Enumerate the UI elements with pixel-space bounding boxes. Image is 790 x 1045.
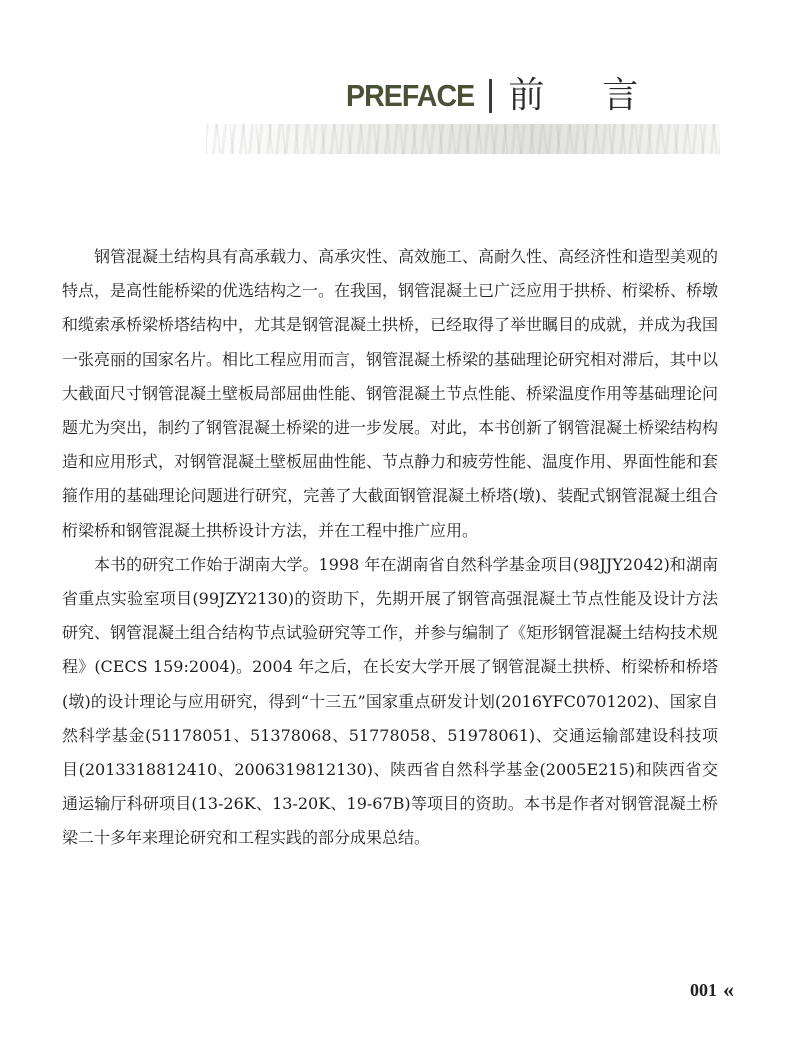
page-footer bbox=[690, 977, 734, 1003]
page-number: 001 bbox=[690, 979, 717, 1000]
paragraph-1: 钢管混凝土结构具有高承载力、高承灾性、高效施工、高耐久性、高经济性和造型美观的特点，是高性能桥梁的优选结构之一。在我国，钢管混凝土已广泛应用于拱桥、桁梁桥、桥墩和缆索承桥梁桥塔结构中，尤其是钢管混凝土拱桥，已经取得了举世瞩目的成就，并成为我国一张亮丽的国家名片。相比工程应用而言，钢管混凝土桥梁的基础理论研究相对滞后，其中以大截面尺寸钢管混凝土壁板局部屈曲性能、钢管混凝土节点性能、桥梁温度作用等基础理论问题尤为突出，制约了钢管混凝土桥梁的进一步发展。对此，本书创新了钢管混凝土桥梁结构构造和应用形式，对钢管混凝土壁板屈曲性能、节点静力和疲劳性能、温度作用、界面性能和套箍作用的基础理论问题进行研究，完善了大截面钢管混凝土桥塔(墩)、装配式钢管混凝土组合桁梁桥和钢管混凝土拱桥设计方法，并在工程中推广应用。 bbox=[62, 247, 719, 540]
header-divider bbox=[489, 79, 492, 113]
header-title-en: PREFACE bbox=[346, 78, 475, 113]
header-title-zh: 前言 bbox=[508, 75, 697, 116]
page-mark-icon: « bbox=[723, 977, 734, 1002]
paragraph-2: 本书的研究工作始于湖南大学。1998 年在湖南省自然科学基金项目(98JJY2042)和湖南省重点实验室项目(99JZY2130)的资助下，先期开展了钢管高强混凝土节点性能及设计方法研究、钢管混凝土组合结构节点试验研究等工作，并参与编制了《矩形钢管混凝土结构技术规程》(CECS 159:2004)。2004 年之后，在长安大学开展了钢管混凝土拱桥、桁梁桥和桥塔(墩)的设计理论与应用研究，得到“十三五”国家重点研发计划(2016YFC0701202)、国家自然科学基金(51178051、51378068、51778058、51978061)、交通运输部建设科技项目(2013318812410、2006319812130)、陕西省自然科学基金(2005E215)和陕西省交通运输厅科研项目(13-26K、13-20K、19-67B)等项目的资助。本书是作者对钢管混凝土桥梁二十多年来理论研究和工程实践的部分成果总结。 bbox=[62, 554, 719, 848]
decorative-texture-band bbox=[206, 124, 720, 154]
body-text bbox=[62, 240, 718, 856]
page-header bbox=[346, 74, 696, 118]
